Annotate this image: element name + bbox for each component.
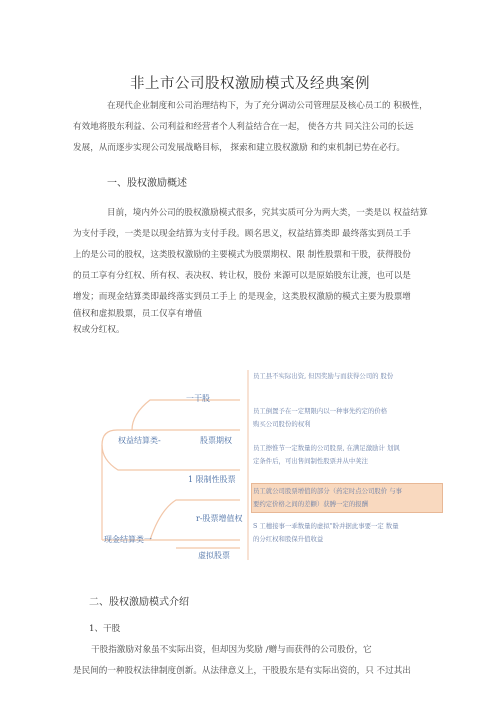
text-line: 在现代企业制度和公司治理结构下，为了充分调动公司管理层及核心员工的 积极性， (107, 101, 428, 111)
text-line: 上的是公司的股权，这类股权激励的主要模式为股票期权、限 制性股票和干股，获得股份 (73, 250, 411, 260)
text-line: 为支付手段，一类是以现金结算为支付手段。顾名思义，权益结算类即 最终落实到员工手 (73, 229, 411, 239)
note-ganggu (253, 370, 393, 383)
note-line: 定条件后，可出售间制性股票并从中荚注 (253, 456, 369, 465)
node-equity-settlement: 权益结算类- (118, 436, 161, 445)
note-line: 员工县不实际出资, 但因奖励与而获得公司的 股份 (253, 372, 394, 380)
text-line: 增发；而现金结算类即最终落实到员工手上 的是现金，这类股权激励的模式主要为股票增 (73, 292, 411, 302)
node-cash-settlement: 现金结算类一 (104, 535, 152, 544)
text-line: 的员工享有分红权、所有权、表决权、转让权，股份 来源可以是原始股东让渡，也可以是 (73, 271, 411, 281)
note-stock-option (253, 405, 387, 430)
text-line: 值权和虚拟股票，员工仅享有增值 (73, 309, 202, 319)
note-line: 员工擦惟节一定数量的公司股票, 在满足激励计 划讽 (253, 444, 400, 452)
text-line: 是民间的一种股权法律制度创新。从法律意义上，干股股东是有实际出资的，只 不过其出 (73, 666, 411, 676)
note-line: 员工倒置予在一定期限内以一种事先约定的价格 (253, 407, 388, 415)
section-heading-models: 二、股权激励模式介绍 (89, 597, 189, 608)
text-line: 目前，境内外公司的股权激励模式很多，究其实质可分为两大类，一类是以 权益结算 (107, 208, 428, 218)
page-title: 非上市公司股权激励模式及经典案例 (130, 76, 370, 92)
node-virtual-stock: 虚拟股票 (198, 551, 230, 560)
node-stock-option: 股票期权 (200, 436, 232, 445)
note-restricted-stock (253, 442, 400, 467)
section-heading-overview: 一、股权激励概述 (107, 178, 187, 189)
note-virtual-stock (253, 520, 399, 545)
text-line: 发展，从而逐步实现公司发展战略目标， 探索和建立股权激励 和约束机制已势在必行。 (73, 143, 406, 153)
note-line: S 工穗接事一乖数量的虚拟"盼并据此事要一定 数量 (253, 522, 399, 530)
note-stock-appreciation-right (253, 485, 402, 510)
subsection-heading-ganggu: 1、干股 (89, 624, 121, 634)
text-line: 权或分红权。 (73, 325, 125, 335)
note-line: 的分红权和股保升值收益 (253, 534, 324, 543)
note-line: 要约定价格之间的差颧）获膊一定的报酬 (253, 499, 369, 508)
node-stock-appreciation-right: r-股票增值权 (196, 514, 243, 523)
note-line: 购买公司股份的权利 (253, 419, 311, 428)
text-line: 干股指激励对象虽不实际出资，但却因为奖励 /赠与而获得的公司股份，它 (91, 645, 372, 655)
ganggu-paragraph (73, 640, 439, 682)
node-restricted-stock: 1 限制性股票 (188, 475, 236, 484)
node-ganggu: 一干股 (186, 394, 210, 403)
text-line: 有效地将股东利益、公司利益和经营者个人利益结合在一起， 使各方共 同关注公司的长远 (73, 122, 414, 132)
note-line: 员工就公司股票增值的部分（药定时点公司股价 与事 (253, 487, 403, 495)
